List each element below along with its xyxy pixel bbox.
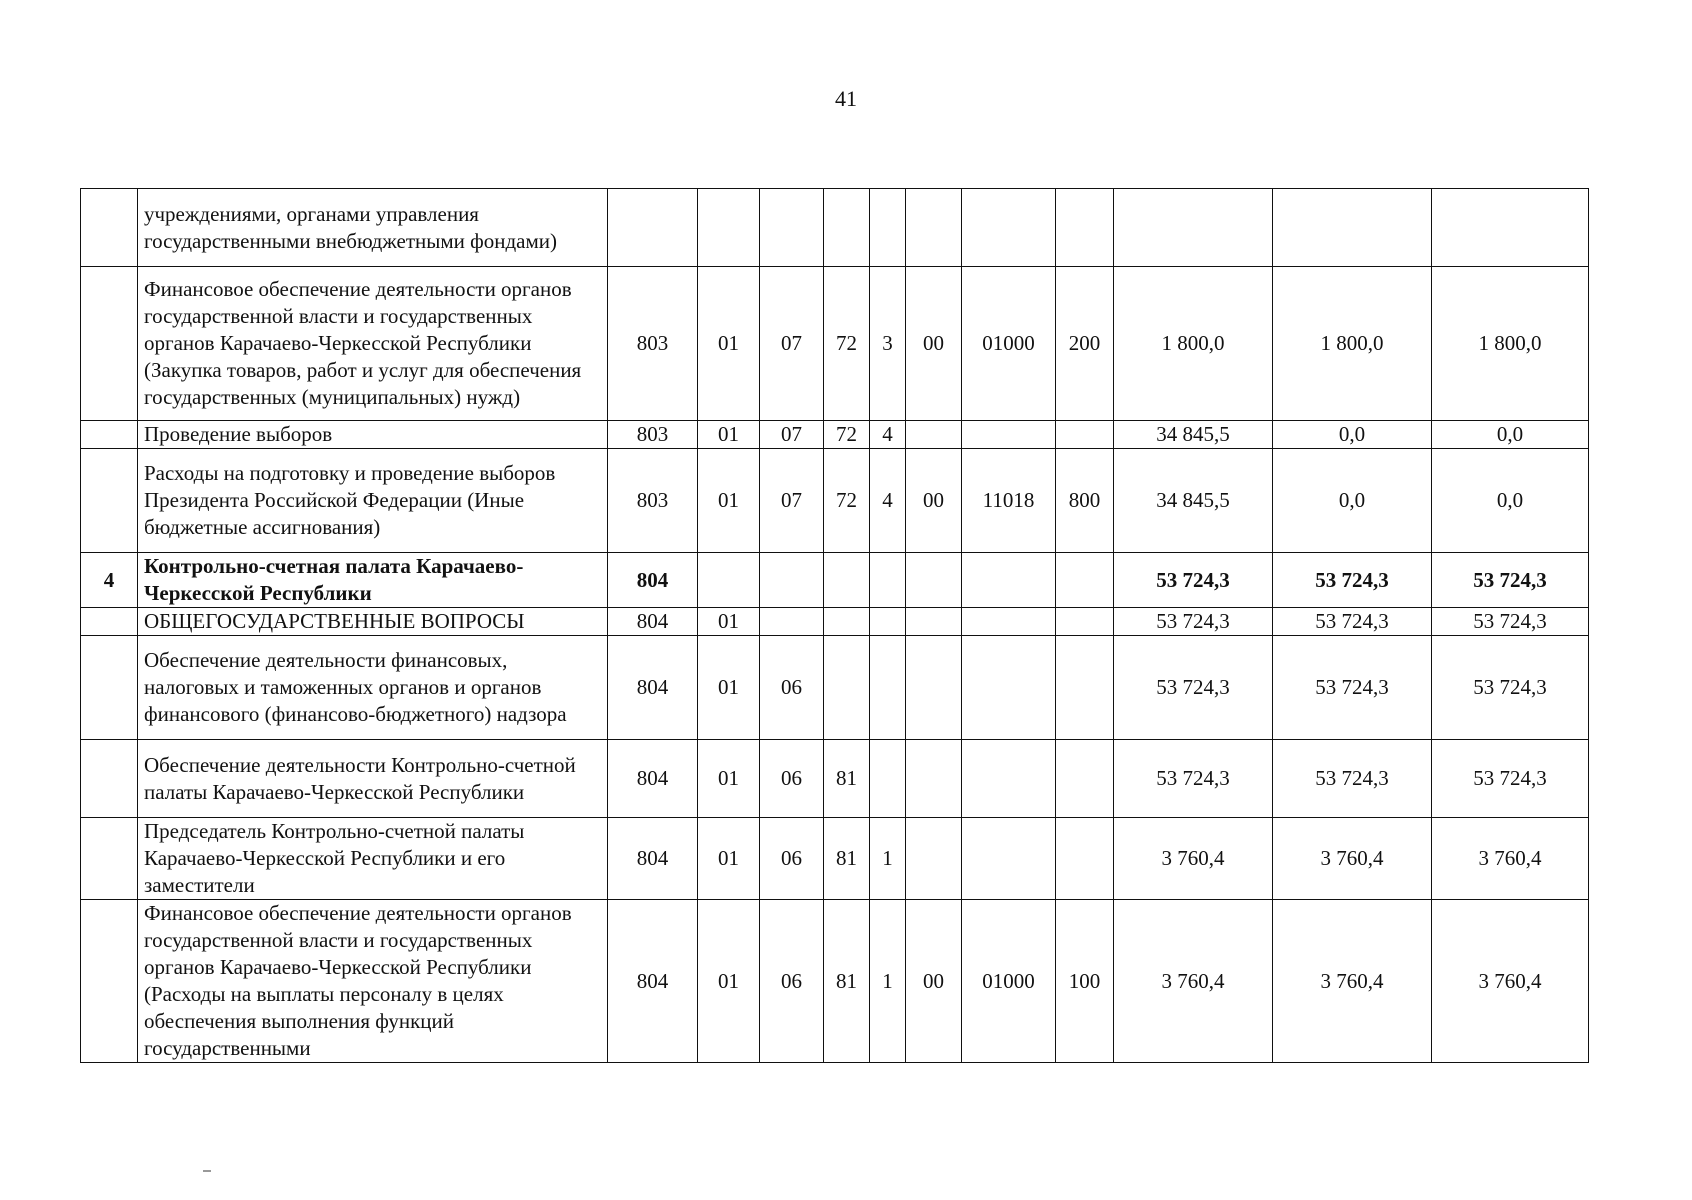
subsection-code-cell: 07: [760, 449, 824, 553]
page-number: 41: [835, 86, 857, 111]
table-row: [81, 449, 1589, 553]
expense-type-cell: 100: [1056, 900, 1114, 1063]
subsection-code-cell: 06: [760, 900, 824, 1063]
program-code-cell: 81: [824, 900, 870, 1063]
row-number-cell: [81, 189, 138, 267]
section-code-cell: 01: [698, 740, 760, 818]
program-code-cell: 72: [824, 421, 870, 449]
amount-year2-cell: 53 724,3: [1273, 608, 1432, 636]
table-row: [81, 267, 1589, 421]
amount-year2-cell: 3 760,4: [1273, 900, 1432, 1063]
ministry-code-cell: 804: [608, 740, 698, 818]
expense-type-cell: [1056, 421, 1114, 449]
item-name-cell: Обеспечение деятельности финансовых, налоговых и таможенных органов и органов финансового (финансово-бюджетного) надзора: [138, 636, 608, 740]
direction-code-cell: [962, 421, 1056, 449]
subprogram-code-cell: 4: [870, 421, 906, 449]
event-code-cell: 00: [906, 449, 962, 553]
amount-year1-cell: 53 724,3: [1114, 608, 1273, 636]
row-number-cell: 4: [81, 553, 138, 608]
item-name-cell: Финансовое обеспечение деятельности органов государственной власти и государственных органов Карачаево-Черкесской Республики (Расходы на выплаты персоналу в целях обеспечения выполнения функций государственными: [138, 900, 608, 1063]
program-code-cell: 81: [824, 818, 870, 900]
amount-year2-cell: 1 800,0: [1273, 267, 1432, 421]
amount-year1-cell: 34 845,5: [1114, 421, 1273, 449]
direction-code-cell: [962, 608, 1056, 636]
ministry-code-cell: 804: [608, 553, 698, 608]
ministry-code-cell: 804: [608, 818, 698, 900]
subprogram-code-cell: 1: [870, 818, 906, 900]
subsection-code-cell: 07: [760, 421, 824, 449]
amount-year3-cell: [1432, 189, 1589, 267]
subprogram-code-cell: [870, 608, 906, 636]
amount-year1-cell: 53 724,3: [1114, 553, 1273, 608]
section-code-cell: 01: [698, 267, 760, 421]
section-code-cell: 01: [698, 636, 760, 740]
scan-artifact: [203, 1170, 211, 1172]
direction-code-cell: [962, 818, 1056, 900]
ministry-code-cell: 803: [608, 421, 698, 449]
subsection-code-cell: 06: [760, 740, 824, 818]
subsection-code-cell: [760, 553, 824, 608]
subprogram-code-cell: 4: [870, 449, 906, 553]
amount-year2-cell: [1273, 189, 1432, 267]
item-name-cell: Проведение выборов: [138, 421, 608, 449]
amount-year3-cell: 53 724,3: [1432, 608, 1589, 636]
amount-year1-cell: 34 845,5: [1114, 449, 1273, 553]
amount-year3-cell: 0,0: [1432, 421, 1589, 449]
amount-year3-cell: 53 724,3: [1432, 740, 1589, 818]
section-code-cell: [698, 553, 760, 608]
ministry-code-cell: 804: [608, 608, 698, 636]
row-number-cell: [81, 740, 138, 818]
table-row: [81, 189, 1589, 267]
amount-year2-cell: 3 760,4: [1273, 818, 1432, 900]
table-row: [81, 740, 1589, 818]
expense-type-cell: 800: [1056, 449, 1114, 553]
program-code-cell: 72: [824, 449, 870, 553]
subprogram-code-cell: [870, 740, 906, 818]
row-number-cell: [81, 449, 138, 553]
table-row: [81, 818, 1589, 900]
item-name-cell: Председатель Контрольно-счетной палаты Карачаево-Черкесской Республики и его заместители: [138, 818, 608, 900]
section-code-cell: 01: [698, 421, 760, 449]
ministry-code-cell: 803: [608, 267, 698, 421]
program-code-cell: [824, 608, 870, 636]
amount-year3-cell: 3 760,4: [1432, 900, 1589, 1063]
amount-year2-cell: 53 724,3: [1273, 740, 1432, 818]
amount-year3-cell: 53 724,3: [1432, 553, 1589, 608]
row-number-cell: [81, 900, 138, 1063]
section-code-cell: 01: [698, 818, 760, 900]
event-code-cell: [906, 818, 962, 900]
amount-year1-cell: 53 724,3: [1114, 636, 1273, 740]
event-code-cell: 00: [906, 267, 962, 421]
section-code-cell: 01: [698, 608, 760, 636]
amount-year3-cell: 3 760,4: [1432, 818, 1589, 900]
row-number-cell: [81, 608, 138, 636]
amount-year2-cell: 53 724,3: [1273, 636, 1432, 740]
amount-year2-cell: 53 724,3: [1273, 553, 1432, 608]
subprogram-code-cell: [870, 553, 906, 608]
subsection-code-cell: 06: [760, 636, 824, 740]
amount-year3-cell: 53 724,3: [1432, 636, 1589, 740]
program-code-cell: [824, 636, 870, 740]
direction-code-cell: [962, 636, 1056, 740]
event-code-cell: [906, 189, 962, 267]
item-name-cell: Расходы на подготовку и проведение выборов Президента Российской Федерации (Иные бюджетные ассигнования): [138, 449, 608, 553]
event-code-cell: 00: [906, 900, 962, 1063]
subsection-code-cell: [760, 608, 824, 636]
direction-code-cell: [962, 553, 1056, 608]
amount-year3-cell: 1 800,0: [1432, 267, 1589, 421]
subprogram-code-cell: 3: [870, 267, 906, 421]
section-code-cell: [698, 189, 760, 267]
row-number-cell: [81, 267, 138, 421]
amount-year1-cell: [1114, 189, 1273, 267]
expense-type-cell: [1056, 553, 1114, 608]
amount-year1-cell: 3 760,4: [1114, 818, 1273, 900]
subsection-code-cell: 06: [760, 818, 824, 900]
expense-type-cell: [1056, 740, 1114, 818]
subsection-code-cell: 07: [760, 267, 824, 421]
program-code-cell: [824, 189, 870, 267]
row-number-cell: [81, 636, 138, 740]
program-code-cell: 72: [824, 267, 870, 421]
amount-year1-cell: 3 760,4: [1114, 900, 1273, 1063]
event-code-cell: [906, 553, 962, 608]
table-row: [81, 421, 1589, 449]
item-name-cell: Обеспечение деятельности Контрольно-счетной палаты Карачаево-Черкесской Республики: [138, 740, 608, 818]
amount-year2-cell: 0,0: [1273, 449, 1432, 553]
direction-code-cell: [962, 740, 1056, 818]
amount-year2-cell: 0,0: [1273, 421, 1432, 449]
ministry-code-cell: 804: [608, 636, 698, 740]
event-code-cell: [906, 636, 962, 740]
expense-type-cell: [1056, 636, 1114, 740]
subsection-code-cell: [760, 189, 824, 267]
expense-type-cell: [1056, 608, 1114, 636]
ministry-code-cell: [608, 189, 698, 267]
section-code-cell: 01: [698, 449, 760, 553]
event-code-cell: [906, 421, 962, 449]
ministry-code-cell: 804: [608, 900, 698, 1063]
table-row: [81, 553, 1589, 608]
direction-code-cell: [962, 189, 1056, 267]
amount-year3-cell: 0,0: [1432, 449, 1589, 553]
event-code-cell: [906, 740, 962, 818]
item-name-cell: Финансовое обеспечение деятельности органов государственной власти и государственных органов Карачаево-Черкесской Республики (Закупка товаров, работ и услуг для обеспечения государственных (муниципальных) нужд): [138, 267, 608, 421]
direction-code-cell: 01000: [962, 900, 1056, 1063]
item-name-cell: ОБЩЕГОСУДАРСТВЕННЫЕ ВОПРОСЫ: [138, 608, 608, 636]
row-number-cell: [81, 421, 138, 449]
expense-type-cell: 200: [1056, 267, 1114, 421]
amount-year1-cell: 1 800,0: [1114, 267, 1273, 421]
expense-type-cell: [1056, 189, 1114, 267]
program-code-cell: [824, 553, 870, 608]
subprogram-code-cell: 1: [870, 900, 906, 1063]
section-code-cell: 01: [698, 900, 760, 1063]
table-row: [81, 636, 1589, 740]
subprogram-code-cell: [870, 189, 906, 267]
table-row: [81, 608, 1589, 636]
table-row: [81, 900, 1589, 1063]
budget-table: [80, 188, 1589, 1063]
item-name-cell: Контрольно-счетная палата Карачаево-Черкесской Республики: [138, 553, 608, 608]
ministry-code-cell: 803: [608, 449, 698, 553]
subprogram-code-cell: [870, 636, 906, 740]
amount-year1-cell: 53 724,3: [1114, 740, 1273, 818]
row-number-cell: [81, 818, 138, 900]
program-code-cell: 81: [824, 740, 870, 818]
event-code-cell: [906, 608, 962, 636]
direction-code-cell: 01000: [962, 267, 1056, 421]
direction-code-cell: 11018: [962, 449, 1056, 553]
table-body: [81, 189, 1589, 1063]
expense-type-cell: [1056, 818, 1114, 900]
item-name-cell: учреждениями, органами управления государственными внебюджетными фондами): [138, 189, 608, 267]
